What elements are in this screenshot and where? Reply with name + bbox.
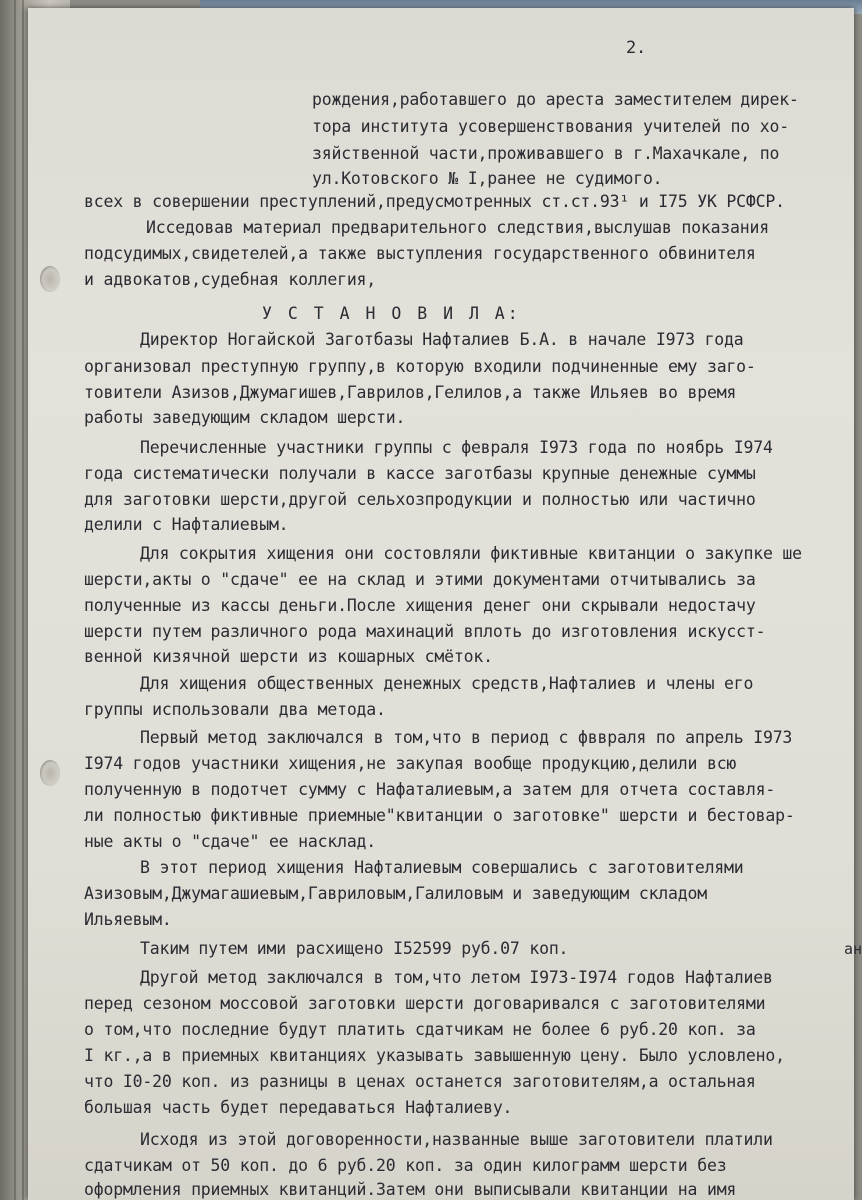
page-number: 2. <box>626 38 647 58</box>
text-line: шерсти,акты о "сдаче" ее на склад и этими документами отчитывались за <box>84 570 756 589</box>
document-page <box>28 8 854 1200</box>
text-line: I974 годов участники хищения,не закупая вообще продукцию,делили всю <box>84 754 737 773</box>
stack-sheet-edge <box>14 0 16 1200</box>
text-line: всех в совершении преступлений,предусмотренных ст.ст.93¹ и I75 УК РСФСР. <box>84 192 785 211</box>
text-line: подсудимых,свидетелей,а также выступления государственного обвинителя <box>84 244 756 263</box>
text-line: Перечисленные участники группы с февраля I973 года по ноябрь I974 <box>140 438 773 457</box>
text-line: года систематически получали в кассе заготбазы крупные денежные суммы <box>84 464 756 483</box>
stack-sheet-edge <box>22 0 24 1200</box>
text-line: венной кизячной шерсти из кошарных смёток. <box>84 647 493 666</box>
text-line: ул.Котовского № I,ранее не судимого. <box>312 169 663 188</box>
text-line: сдатчикам от 50 коп. до 6 руб.20 коп. за один килограмм шерсти без <box>84 1156 727 1175</box>
text-line: товители Азизов,Джумагишев,Гаврилов,Гелилов,а также Ильяев во время <box>84 383 737 402</box>
text-line: для заготовки шерсти,другой сельхозпродукции и полностью или частично <box>84 490 756 509</box>
text-line: Исходя из этой договоренности,названные выше заготовители платили <box>140 1130 773 1149</box>
text-line: и адвокатов,судебная коллегия, <box>84 270 377 289</box>
text-line: рождения,работавшего до ареста заместителем дирек- <box>312 90 799 109</box>
text-line: полученные из кассы деньги.После хищения денег они скрывали недостачу <box>84 596 756 615</box>
text-line: В этот период хищения Нафталиевым совершались с заготовителями <box>140 858 744 877</box>
text-line: Азизовым,Джумагашиевым,Гавриловым,Галиловым и заведующим складом <box>84 884 707 903</box>
text-line: работы заведующим складом шерсти. <box>84 408 406 427</box>
text-line: Директор Ногайской Заготбазы Нафталиев Б.А. в начале I973 года <box>140 330 744 349</box>
text-line: ные акты о "сдаче" ее насклад. <box>84 832 377 851</box>
typed-text <box>28 8 854 1200</box>
text-line: перед сезоном моссовой заготовки шерсти договаривался с заготовителями <box>84 994 766 1013</box>
text-line: ли полностью фиктивные приемные"квитанции о заготовке" шерсти и бестовар- <box>84 806 795 825</box>
section-heading: У С Т А Н О В И Л А: <box>262 304 521 323</box>
text-line: Для хищения общественных денежных средств,Нафталиев и члены его <box>140 674 754 693</box>
text-line: шерсти путем различного рода махинаций вплоть до изготовления искусст- <box>84 622 766 641</box>
text-line: Исседовав материал предварительного следствия,выслушав показания <box>146 218 769 237</box>
text-line: полученную в подотчет сумму с Нафаталиевым,а затем для отчета составля- <box>84 780 776 799</box>
text-line: I кг.,а в приемных квитанциях указывать завышенную цену. Было условлено, <box>84 1046 785 1065</box>
text-line: что I0-20 коп. из разницы в ценах останется заготовителям,а остальная <box>84 1072 756 1091</box>
text-line: зяйственной части,проживавшего в г.Махачкале, по <box>312 144 780 163</box>
margin-fragment: ан <box>843 940 862 958</box>
text-line: Первый метод заключался в том,что в период с фввраля по апрель I973 <box>140 728 793 747</box>
text-line: Другой метод заключался в том,что летом I973-I974 годов Нафталиев <box>140 968 773 987</box>
text-line: оформления приемных квитанций.Затем они выписывали квитанции на имя <box>84 1180 737 1199</box>
text-line: большая часть будет передаваться Нафталиеву. <box>84 1098 513 1117</box>
text-line: о том,что последние будут платить сдатчикам не более 6 руб.20 коп. за <box>84 1020 756 1039</box>
text-line: Для сокрытия хищения они состовляли фиктивные квитанции о закупке ше <box>140 544 802 563</box>
text-line: организовал преступную группу,в которую входили подчиненные ему заго- <box>84 357 756 376</box>
text-line: делили с Нафталиевым. <box>84 515 289 534</box>
text-line: тора института усовершенствования учителей по хо- <box>312 117 789 136</box>
text-line: Ильяевым. <box>84 910 172 929</box>
text-line: группы использовали два метода. <box>84 700 386 719</box>
text-line: Таким путем ими расхищено I52599 руб.07 коп. <box>140 939 569 958</box>
